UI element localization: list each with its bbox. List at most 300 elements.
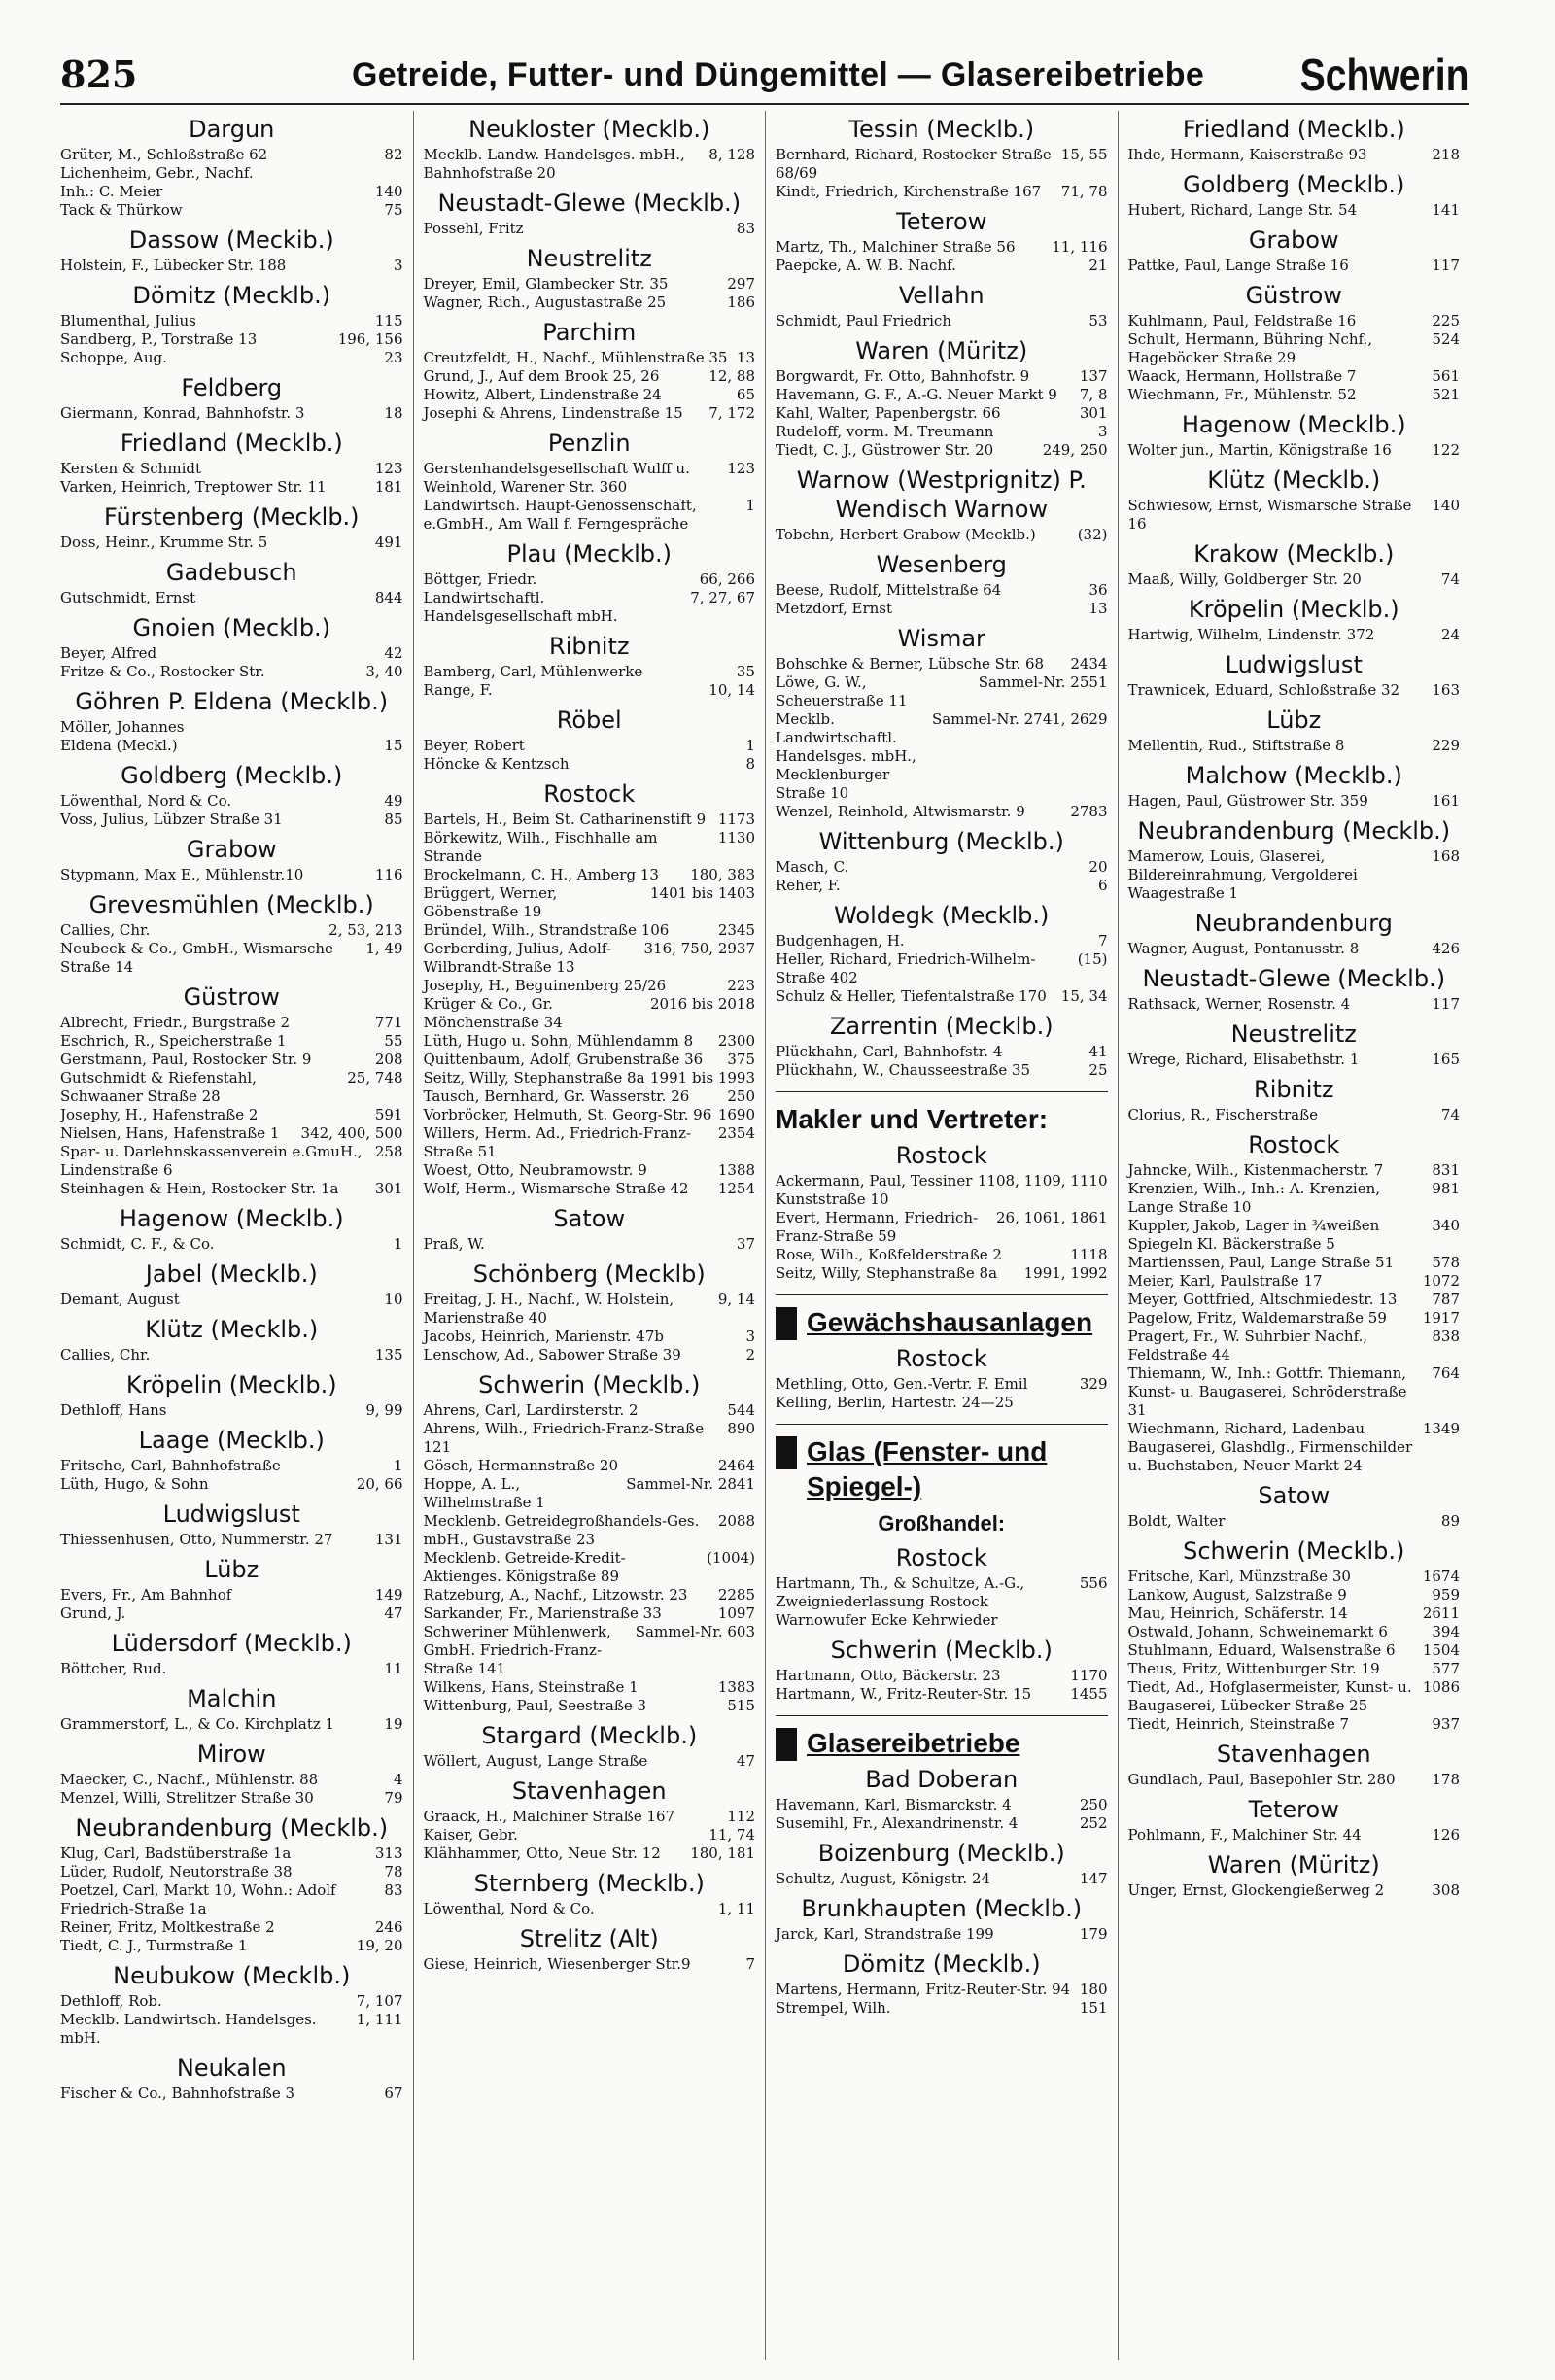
entry-name: Josephy, H., Beguinenberg 25/26 <box>423 977 667 994</box>
list-item <box>776 1870 1108 1888</box>
list-item <box>60 940 403 977</box>
place-section <box>60 1500 403 1549</box>
list-item <box>776 1043 1108 1061</box>
entry-name: Neubeck & Co., GmbH., Wismarsche Straße 14 <box>60 940 333 976</box>
entry-name: Dethloff, Hans <box>60 1401 167 1419</box>
entry-name: Fritsche, Karl, Münzstraße 30 <box>1127 1568 1351 1585</box>
list-item <box>424 681 756 700</box>
entry-name: Nielsen, Hans, Hafenstraße 1 <box>60 1124 280 1142</box>
list-item <box>424 755 756 774</box>
place-section <box>1128 816 1461 903</box>
entry-phone: 180, 181 <box>690 1845 755 1862</box>
place-heading: Penzlin <box>547 430 631 457</box>
entry-name: Blumenthal, Julius <box>60 312 196 329</box>
list-item <box>60 1346 403 1364</box>
entry-name: Praß, W. <box>423 1235 485 1253</box>
entry-name: Grund, J., Auf dem Brook 25, 26 <box>423 367 660 385</box>
entry-name: Giese, Heinrich, Wiesenberger Str.9 <box>423 1955 691 1973</box>
list-item <box>776 1264 1108 1283</box>
place-heading: Waren (Müritz) <box>1207 1851 1380 1879</box>
place-section <box>60 613 403 681</box>
entry-name: Freitag, J. H., Nachf., W. Holstein, Marienstraße 40 <box>423 1291 674 1327</box>
place-heading: Schwerin (Mecklb.) <box>1183 1537 1405 1565</box>
entry-name: Possehl, Fritz <box>423 220 524 237</box>
place-heading: Rostock <box>895 1142 987 1169</box>
list-item <box>60 1124 403 1143</box>
list-item <box>776 1375 1108 1412</box>
entry-phone: 15, 34 <box>1060 987 1108 1005</box>
entry-phone: 122 <box>1432 441 1460 459</box>
category-heading <box>776 1424 1108 1504</box>
entry-name: Tiedt, C. J., Güstrower Str. 20 <box>776 441 994 459</box>
place-section <box>1128 964 1461 1014</box>
entry-phone: Sammel-Nr. 603 <box>635 1623 755 1640</box>
entry-name: Hagen, Paul, Güstrower Str. 359 <box>1127 792 1368 810</box>
entry-name: Mecklb. Landw. Handelsges. mbH., Bahnhofstraße 20 <box>423 146 685 182</box>
entry-phone: 78 <box>384 1863 403 1880</box>
list-item <box>776 858 1108 877</box>
entry-name: Eldena (Meckl.) <box>60 737 178 754</box>
entry-name: Rathsack, Werner, Rosenstr. 4 <box>1127 995 1351 1013</box>
category-heading <box>776 1294 1108 1340</box>
entry-name: Höncke & Kentzsch <box>423 755 570 773</box>
list-item <box>60 1143 403 1180</box>
entry-phone: 11, 74 <box>708 1826 755 1844</box>
entry-name: Josephi & Ahrens, Lindenstraße 15 <box>423 404 683 422</box>
entry-name: Waack, Hermann, Hollstraße 7 <box>1127 367 1357 385</box>
entry-name: Kaiser, Gebr. <box>423 1826 518 1844</box>
list-item <box>60 811 403 829</box>
entry-name: Wolf, Herm., Wismarsche Straße 42 <box>423 1180 689 1197</box>
place-heading: Sternberg (Mecklb.) <box>473 1870 705 1897</box>
column-3 <box>765 111 1118 2360</box>
entry-name: Hartwig, Wilhelm, Lindenstr. 372 <box>1127 626 1375 643</box>
entry-name: Borgwardt, Fr. Otto, Bahnhofstr. 9 <box>776 367 1030 385</box>
list-item <box>60 201 403 220</box>
list-item <box>60 257 403 275</box>
list-item <box>1128 1826 1461 1845</box>
place-heading: Woldegk (Mecklb.) <box>834 902 1050 929</box>
entry-name: Inh.: C. Meier <box>60 183 163 200</box>
list-item <box>776 655 1108 673</box>
list-item <box>1128 1291 1461 1309</box>
list-item <box>424 1069 756 1087</box>
entry-phone: 181 <box>374 478 403 496</box>
list-item <box>1128 312 1461 330</box>
list-item <box>776 581 1108 600</box>
list-item <box>60 1715 403 1734</box>
place-heading: Jabel (Mecklb.) <box>145 1260 318 1288</box>
entry-phone: 787 <box>1432 1291 1460 1308</box>
place-section <box>60 1259 403 1309</box>
place-heading: Hagenow (Mecklb.) <box>119 1205 344 1232</box>
entry-name: Hartmann, Th., & Schultze, A.-G., Zweigniederlassung Rostock Warnowufer Ecke Kehrwieder <box>776 1574 1025 1629</box>
category-title: Makler und Vertreter: <box>776 1104 1049 1134</box>
entry-name: Jarck, Karl, Strandstraße 199 <box>776 1925 994 1943</box>
entry-name: Klug, Carl, Badstüberstraße 1a <box>60 1845 292 1862</box>
entry-phone: 13 <box>1088 600 1108 617</box>
entry-phone: 2611 <box>1422 1604 1460 1622</box>
place-section <box>60 281 403 367</box>
entry-name: Grund, J. <box>60 1604 126 1622</box>
list-item <box>776 1061 1108 1080</box>
list-item <box>424 866 756 884</box>
entry-name: Josephy, H., Hafenstraße 2 <box>60 1106 259 1123</box>
entry-phone: 1690 <box>717 1106 755 1123</box>
place-section <box>1128 761 1461 811</box>
entry-name: Voss, Julius, Lübzer Straße 31 <box>60 811 283 828</box>
list-item <box>424 1845 756 1863</box>
entry-name: Strempel, Wilh. <box>776 1999 891 2017</box>
entry-name: Woest, Otto, Neubramowstr. 9 <box>423 1161 647 1179</box>
entry-name: Callies, Chr. <box>60 921 151 939</box>
entry-name: Schulz & Heller, Tiefentalstraße 170 <box>776 987 1047 1005</box>
entry-name: Wagner, August, Pontanusstr. 8 <box>1127 940 1360 957</box>
entry-name: Wiechmann, Fr., Mühlenstr. 52 <box>1127 386 1357 403</box>
entry-name: Hartmann, W., Fritz-Reuter-Str. 15 <box>776 1685 1032 1703</box>
place-heading: Rostock <box>543 780 636 808</box>
entry-name: Tiedt, C. J., Turmstraße 1 <box>60 1937 248 1954</box>
entry-name: Willers, Herm. Ad., Friedrich-Franz-Straße 51 <box>423 1124 692 1160</box>
place-heading: Grevesmühlen (Mecklb.) <box>88 891 374 918</box>
entry-phone: 342, 400, 500 <box>300 1124 403 1142</box>
directory-page <box>60 47 1469 2360</box>
entry-phone: 301 <box>374 1180 403 1197</box>
entry-name: Masch, C. <box>776 858 849 876</box>
place-section <box>1128 281 1461 404</box>
entry-name: Kersten & Schmidt <box>60 460 201 477</box>
list-item <box>60 164 403 183</box>
place-heading: Schwerin (Mecklb.) <box>830 1637 1053 1664</box>
entry-name: Fritze & Co., Rostocker Str. <box>60 663 265 680</box>
column-2 <box>413 111 766 2360</box>
entry-phone: 313 <box>374 1845 403 1862</box>
place-heading: Wesenberg <box>876 551 1007 578</box>
place-heading: Kröpelin (Mecklb.) <box>125 1371 337 1398</box>
entry-name: Beyer, Robert <box>423 737 525 754</box>
entry-phone: 250 <box>1079 1796 1108 1813</box>
entry-name: Krüger & Co., Gr. Mönchenstraße 34 <box>423 995 563 1031</box>
entry-name: Thiessenhusen, Otto, Nummerstr. 27 <box>60 1531 333 1548</box>
entry-phone: 1 <box>745 737 755 754</box>
list-item <box>1128 386 1461 404</box>
entry-phone: 10, 14 <box>708 681 755 699</box>
list-item <box>1128 1678 1461 1715</box>
list-item <box>424 1032 756 1051</box>
place-section <box>424 189 756 238</box>
entry-name: Tausch, Bernhard, Gr. Wasserstr. 26 <box>423 1087 690 1105</box>
place-section <box>776 281 1108 330</box>
category-title: Glas (Fenster- und Spiegel-) <box>807 1436 1048 1501</box>
list-item <box>1128 441 1461 460</box>
place-section <box>424 632 756 700</box>
list-item <box>60 1531 403 1549</box>
entry-phone: 521 <box>1432 386 1460 403</box>
list-item <box>1128 1051 1461 1069</box>
list-item <box>60 1235 403 1254</box>
entry-phone: 83 <box>384 1881 403 1899</box>
list-item <box>424 1420 756 1457</box>
entry-name: Löwe, G. W., Scheuerstraße 11 <box>776 673 908 709</box>
place-section <box>60 1684 403 1734</box>
entry-name: Dreyer, Emil, Glambecker Str. 35 <box>423 275 669 293</box>
entry-name: Wilkens, Hans, Steinstraße 1 <box>423 1678 639 1696</box>
list-item <box>1128 330 1461 367</box>
list-item <box>60 1918 403 1937</box>
place-section <box>60 890 403 977</box>
entry-phone: 1401 bis 1403 <box>650 884 755 902</box>
list-item <box>776 1981 1108 1999</box>
place-heading: Dargun <box>189 116 275 143</box>
place-heading: Waren (Müritz) <box>855 337 1028 364</box>
place-heading: Teterow <box>1248 1796 1339 1823</box>
entry-phone: 297 <box>727 275 755 293</box>
entry-phone: 1072 <box>1422 1272 1460 1290</box>
entry-phone: 67 <box>384 2085 403 2102</box>
entry-phone: 250 <box>727 1087 755 1105</box>
entry-phone: 71, 78 <box>1060 183 1108 200</box>
list-item <box>60 1014 403 1032</box>
list-item <box>1128 995 1461 1014</box>
entry-name: Tack & Thürkow <box>60 201 183 219</box>
entry-name: Martz, Th., Malchiner Straße 56 <box>776 238 1016 256</box>
entry-phone: 2345 <box>717 921 755 939</box>
list-item <box>424 1235 756 1254</box>
entry-phone: 764 <box>1432 1364 1460 1382</box>
place-heading: Lübz <box>204 1556 259 1583</box>
place-heading: Schönberg (Mecklb) <box>472 1260 706 1288</box>
place-heading: Dömitz (Mecklb.) <box>132 282 331 309</box>
place-heading: Plau (Mecklb.) <box>506 540 672 568</box>
place-section <box>60 502 403 552</box>
place-section <box>424 1259 756 1364</box>
entry-phone: 165 <box>1432 1051 1460 1068</box>
entry-phone: 7, 27, 67 <box>690 589 755 606</box>
entry-phone: 20 <box>1088 858 1108 876</box>
list-item <box>424 589 756 626</box>
place-heading: Laage (Mecklb.) <box>138 1427 325 1454</box>
place-heading: Stavenhagen <box>511 1777 667 1805</box>
entry-phone: 1108, 1109, 1110 <box>977 1172 1108 1190</box>
place-heading: Göhren P. Eldena (Mecklb.) <box>75 688 389 715</box>
place-heading: Schwerin (Mecklb.) <box>478 1371 701 1398</box>
list-item <box>60 2085 403 2103</box>
entry-name: Hubert, Richard, Lange Str. 54 <box>1127 201 1358 219</box>
entry-name: Wittenburg, Paul, Seestraße 3 <box>423 1697 647 1714</box>
entry-name: Callies, Chr. <box>60 1346 151 1363</box>
entry-phone: 6 <box>1097 877 1108 894</box>
entry-phone: 308 <box>1432 1881 1460 1899</box>
entry-phone: 1130 <box>717 829 755 846</box>
list-item <box>424 1752 756 1771</box>
place-section <box>776 550 1108 618</box>
place-heading: Malchin <box>187 1685 277 1712</box>
entry-phone: 771 <box>374 1014 403 1031</box>
entry-phone: 524 <box>1432 330 1460 348</box>
category-marker-icon <box>776 1436 797 1469</box>
list-item <box>60 2011 403 2048</box>
entry-name: Bründel, Wilh., Strandstraße 106 <box>423 921 670 939</box>
place-section <box>776 115 1108 201</box>
place-section <box>60 1961 403 2048</box>
entry-phone: 37 <box>736 1235 755 1253</box>
entry-name: Ackermann, Paul, Tessiner Kunststraße 10 <box>776 1172 973 1208</box>
entry-name: Böttger, Friedr. <box>423 570 537 588</box>
place-section <box>776 336 1108 460</box>
place-heading: Rostock <box>1248 1131 1340 1158</box>
entry-phone: 2354 <box>717 1124 755 1142</box>
entry-name: Schmidt, C. F., & Co. <box>60 1235 215 1253</box>
entry-name: Börkewitz, Wilh., Fischhalle am Strande <box>423 829 658 865</box>
list-item <box>776 1925 1108 1944</box>
place-heading: Parchim <box>542 319 637 346</box>
entry-name: Plückhahn, Carl, Bahnhofstr. 4 <box>776 1043 1003 1060</box>
list-item <box>424 1051 756 1069</box>
entry-name: Lichenheim, Gebr., Nachf. <box>60 164 254 182</box>
entry-phone: 47 <box>384 1604 403 1622</box>
entry-name: Martienssen, Paul, Lange Straße 51 <box>1127 1254 1395 1271</box>
place-heading: Brunkhaupten (Mecklb.) <box>801 1895 1083 1922</box>
entry-phone: 844 <box>374 589 403 606</box>
entry-phone: 2285 <box>717 1586 755 1604</box>
list-item <box>1128 257 1461 275</box>
entry-name: Löwenthal, Nord & Co. <box>423 1900 595 1917</box>
list-item <box>1128 737 1461 755</box>
entry-name: Boldt, Walter <box>1127 1512 1226 1530</box>
entry-phone: 1 <box>393 1235 403 1253</box>
place-heading: Strelitz (Alt) <box>519 1925 659 1952</box>
entry-name: Howitz, Albert, Lindenstraße 24 <box>423 386 662 403</box>
entry-phone: 19, 20 <box>356 1937 403 1954</box>
place-heading: Feldberg <box>181 374 283 401</box>
entry-phone: 89 <box>1440 1512 1460 1530</box>
place-section <box>60 115 403 220</box>
list-item <box>424 146 756 183</box>
list-item <box>776 404 1108 423</box>
entry-phone: 41 <box>1088 1043 1108 1060</box>
place-heading: Goldberg (Mecklb.) <box>1183 171 1405 198</box>
place-section <box>1128 225 1461 275</box>
entry-name: Bohschke & Berner, Lübsche Str. 68 <box>776 655 1045 673</box>
place-section <box>776 1543 1108 1630</box>
list-item <box>60 1586 403 1604</box>
entry-phone: 112 <box>727 1808 755 1825</box>
entry-name: Ostwald, Johann, Schweinemarkt 6 <box>1127 1623 1388 1640</box>
place-section <box>1128 595 1461 644</box>
entry-phone: 252 <box>1079 1814 1108 1832</box>
entry-phone: 2300 <box>717 1032 755 1050</box>
list-item <box>60 1069 403 1106</box>
entry-phone: 1383 <box>717 1678 755 1696</box>
place-heading: Mirow <box>196 1741 266 1768</box>
entry-name: Böttcher, Rud. <box>60 1660 167 1677</box>
entry-name: Meyer, Gottfried, Altschmiedestr. 13 <box>1127 1291 1398 1308</box>
entry-phone: 79 <box>384 1789 403 1807</box>
list-item <box>776 600 1108 618</box>
list-item <box>424 1124 756 1161</box>
list-item <box>424 737 756 755</box>
list-item <box>60 330 403 349</box>
entry-phone: Sammel-Nr. 2841 <box>626 1475 755 1493</box>
list-item <box>60 589 403 607</box>
entry-phone: 9, 14 <box>717 1291 755 1308</box>
entry-name: Schmidt, Paul Friedrich <box>776 312 951 329</box>
list-item <box>424 829 756 866</box>
entry-name: Havemann, G. F., A.-G. Neuer Markt 9 <box>776 386 1057 403</box>
list-item <box>1128 1180 1461 1217</box>
entry-name: Stuhlmann, Eduard, Walsenstraße 6 <box>1127 1641 1396 1659</box>
entry-phone: 131 <box>374 1531 403 1548</box>
entry-phone: 137 <box>1079 367 1108 385</box>
entry-name: Wenzel, Reinhold, Altwismarstr. 9 <box>776 803 1025 820</box>
entry-name: Lüder, Rudolf, Neutorstraße 38 <box>60 1863 293 1880</box>
place-section <box>60 687 403 755</box>
place-heading: Satow <box>1258 1482 1330 1509</box>
entry-phone: 1, 49 <box>365 940 403 957</box>
place-heading: Neubukow (Mecklb.) <box>113 1962 351 1989</box>
place-section <box>1128 1481 1461 1531</box>
entry-phone: 544 <box>727 1401 755 1419</box>
place-section <box>60 983 403 1198</box>
entry-phone: 66, 266 <box>699 570 755 588</box>
entry-name: Schult, Hermann, Bühring Nchf., Hageböcker Straße 29 <box>1127 330 1373 366</box>
place-heading: Ribnitz <box>549 633 630 660</box>
entry-name: Poetzel, Carl, Markt 10, Wohn.: Adolf Friedrich-Straße 1a <box>60 1881 336 1917</box>
entry-phone: 8, 128 <box>708 146 755 163</box>
entry-name: Heller, Richard, Friedrich-Wilhelm-Straße 402 <box>776 950 1036 986</box>
entry-name: Ratzeburg, A., Nachf., Litzowstr. 23 <box>423 1586 688 1604</box>
entry-phone: 301 <box>1079 404 1108 422</box>
place-heading: Friedland (Mecklb.) <box>1182 116 1405 143</box>
entry-phone: 2 <box>745 1346 755 1363</box>
place-section <box>776 624 1108 821</box>
entry-name: Bartels, H., Beim St. Catharinenstift 9 <box>423 811 707 828</box>
entry-phone: 82 <box>384 146 403 163</box>
entry-name: Susemihl, Fr., Alexandrinenstr. 4 <box>776 1814 1019 1832</box>
list-item <box>424 293 756 312</box>
entry-phone: 10 <box>384 1291 403 1308</box>
entry-phone: 561 <box>1432 367 1460 385</box>
list-item <box>1128 1881 1461 1900</box>
entry-phone: 117 <box>1432 257 1460 274</box>
entry-name: Budgenhagen, H. <box>776 932 905 949</box>
entry-phone: 55 <box>384 1032 403 1050</box>
place-section <box>776 1636 1108 1704</box>
entry-phone: 1086 <box>1422 1678 1460 1696</box>
entry-phone: 1, 111 <box>356 2011 403 2028</box>
entry-name: Pattke, Paul, Lange Straße 16 <box>1127 257 1349 274</box>
entry-phone: (15) <box>1077 950 1108 968</box>
place-section <box>424 706 756 774</box>
entry-phone: 225 <box>1432 312 1460 329</box>
entry-name: Landwirtsch. Haupt-Genossenschaft, e.GmbH., Am Wall f. Ferngespräche <box>423 497 697 533</box>
list-item <box>60 1291 403 1309</box>
place-section <box>1128 466 1461 534</box>
place-heading: Wismar <box>897 625 985 652</box>
entry-phone: 149 <box>374 1586 403 1604</box>
place-heading: Neustadt-Glewe (Mecklb.) <box>1142 965 1446 992</box>
list-item <box>60 183 403 201</box>
list-item <box>424 1346 756 1364</box>
list-item <box>424 1475 756 1512</box>
place-heading: Neustrelitz <box>1230 1020 1357 1048</box>
list-item <box>424 1808 756 1826</box>
list-item <box>424 220 756 238</box>
place-section <box>776 827 1108 895</box>
entry-phone: 890 <box>727 1420 755 1437</box>
entry-name: Krenzien, Wilh., Inh.: A. Krenzien, Lange Straße 10 <box>1127 1180 1381 1216</box>
place-heading: Goldberg (Mecklb.) <box>121 762 343 789</box>
